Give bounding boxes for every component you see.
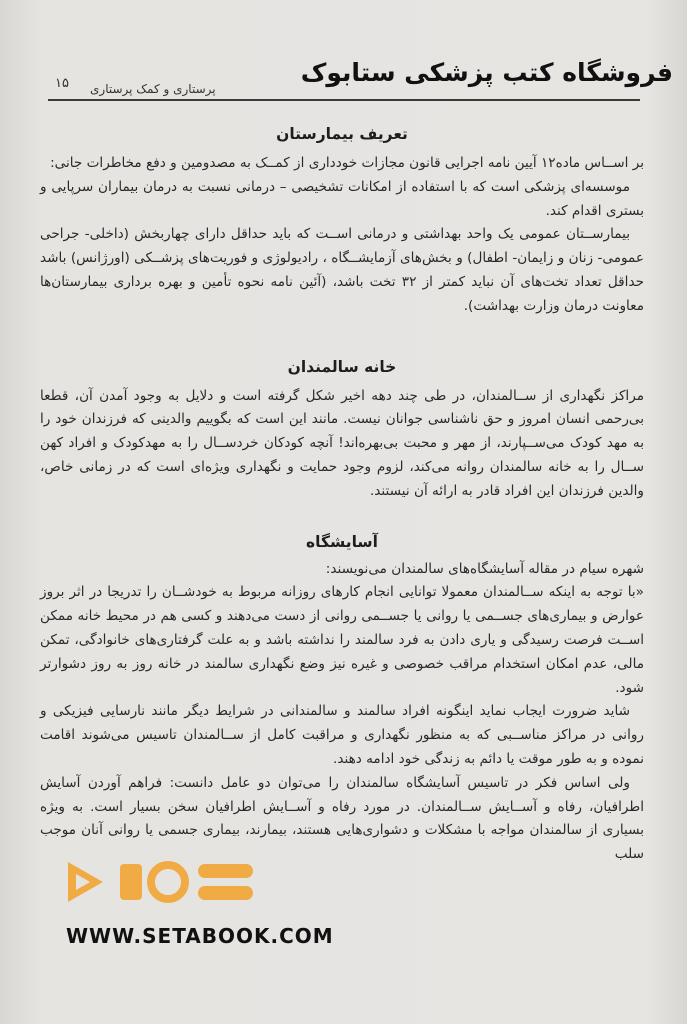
section-title-nursing-home: خانه سالمندان	[287, 357, 397, 376]
paragraph: شاید ضرورت ایجاب نماید اینگونه افراد سالمند و سالمندانی در شرایط دیگر مانند نارسایی فیزیکی و روانی در مراکز مناســبی که به منظور نگهداری و مراقبت کامل از ســالمندان تاسیس می‌شوند اقامت نموده و به طور موقت یا دائم به زندگی خود ادامه دهند.	[40, 703, 644, 767]
paragraph: بیمارســتان عمومی یک واحد بهداشتی و درمانی اســت که باید حداقل دارای چهاربخش (داخلی- جراحی عمومی- زنان و زایمان- اطفال) و بخش‌های آزمایشــگاه ، رادیولوژی و فوریت‌های پزشــکی (اورژانس) باشد حداقل تعداد تخت‌های آن نباید کمتر از ۳۲ تخت باشد، (آئین نامه نحوه تأمین و بهره برداری بیمارستان‌ها معاونت درمان وزارت بهداشت).	[40, 226, 644, 314]
setabook-logo-mark	[48, 852, 298, 932]
paragraph: بر اســاس ماده۱۲ آیین نامه اجرایی قانون مجازات خودداری از کمــک به مصدومین و دفع مخاطرات جانی:	[50, 155, 644, 171]
paragraph: مراکز نگهداری از ســالمندان، در طی چند دهه اخیر شکل گرفته است و دلایل به وجود آمدن آن، قطعا بی‌رحمی انسان امروز و حق ناشناسی جوانان نیست. مانند این است که بگوییم والدینی که فرزندان خود را به مهد کودک می‌ســپارند، از مهر و محبت بی‌بهره‌اند! آنچه کودکان خردســال را به مهدکودک و افراد کهن ســال را به خانه سالمندان روانه می‌کند، لزوم وجود حمایت و نگهداری ویژه‌ای است که در زمانی خاص، والدین فرزندان این افراد قادر به ارائه آن نیستند.	[40, 387, 644, 499]
running-head: پرستاری و کمک پرستاری	[90, 82, 216, 96]
section-title-hospital: تعریف بیمارستان	[276, 125, 408, 143]
paragraph: شهره سیام در مقاله آسایشگاه‌های سالمندان می‌نویسند:	[325, 560, 644, 577]
setabook-url: WWW.SETABOOK.COM	[66, 924, 334, 948]
store-watermark-text: فروشگاه کتب پزشکی ستابوک	[300, 58, 673, 87]
section-title-sanatorium: آسایشگاه	[306, 532, 378, 551]
page-body	[40, 122, 644, 867]
page-number: ۱۵	[55, 76, 69, 91]
header-rule	[48, 99, 640, 101]
paragraph: موسسه‌ای پزشکی است که با استفاده از امکانات تشخیصی – درمانی نسبت به درمان بیماران سرپایی و بستری اقدام کند.	[40, 178, 644, 219]
paragraph: ولی اساس فکر در تاسیس آسایشگاه سالمندان را می‌توان دو عامل دانست: فراهم آوردن آسایش اطرافیان، رفاه و آســایش ســالمندان. در مورد رفاه و آســایش اطرافیان سخن بسیار است. به ویژه بسیاری از سالمندان مواجه با مشکلات و دشواری‌هایی هستند، بیمارند، بیماری جسمی یا روانی آنان موجب سلب	[40, 774, 644, 863]
paragraph: «با توجه به اینکه ســالمندان معمولا توانایی انجام کارهای روزانه مربوط به خودشــان را تدریجا در اثر بروز عوارض و بیماری‌های جســمی یا روانی یا جســمی روانی از دست می‌دهند و کسی هم در محیط خانه ممکن اســت فرصت رسیدگی و یاری دادن به فرد سالمند را نداشته باشد و به علت گرفتاری‌های خانوادگی، تمکن مالی، عدم امکان استخدام مراقب خصوصی و غیره نیز وضع نگهداری سالمند در خانه روز به روز دشوارتر شود.	[40, 584, 644, 696]
